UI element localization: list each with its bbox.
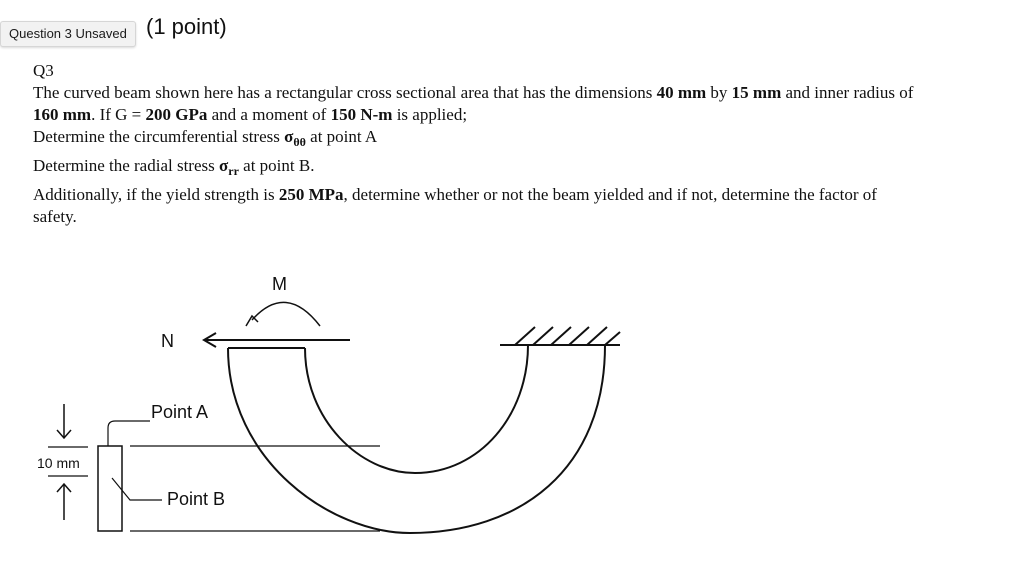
yield-value: 250 MPa xyxy=(278,185,344,204)
beam-inner-edge xyxy=(305,345,528,473)
fixed-support-hatch xyxy=(515,327,620,345)
circumferential-stress-line: Determine the circumferential stress $\sigma_{\theta\theta}$ at point A xyxy=(33,127,378,149)
moment-value: 150 N-m xyxy=(330,105,393,124)
point-b-leader xyxy=(112,478,162,500)
radial-stress-line: Determine the radial stress $\sigma_{rr}$ at point B. xyxy=(33,156,315,178)
moment-arrowhead xyxy=(246,316,258,326)
question-intro: The curved beam shown here has a rectangular cross sectional area that has the dimensions 40 mm by 15 mm and inner radius of 160 mm. If G = 200 GPa and a moment of 150 N-m is applied; xyxy=(33,83,914,124)
point-a-label: Point A xyxy=(151,402,209,422)
point-b-label: Point B xyxy=(167,489,226,509)
g-value: 200 GPa xyxy=(145,105,208,124)
dimension-b: 15 mm xyxy=(731,83,782,102)
curved-beam-figure xyxy=(0,250,1024,573)
beam-outer-edge xyxy=(228,345,605,533)
dimension-a: 40 mm xyxy=(656,83,707,102)
moment-arc xyxy=(252,302,320,326)
inner-radius: 160 mm xyxy=(33,105,92,124)
n-label: N xyxy=(161,331,174,351)
point-a-leader xyxy=(108,421,150,446)
question-id: Q3 xyxy=(33,61,54,80)
moment-label: M xyxy=(272,274,287,294)
question-points: (1 point) xyxy=(146,14,227,39)
cross-section-rect xyxy=(98,446,122,531)
dimension-label: 10 mm xyxy=(37,455,80,471)
question-text xyxy=(33,60,923,228)
unsaved-status-badge: Question 3 Unsaved xyxy=(0,21,136,47)
yield-line: Additionally, if the yield strength is 250 MPa, determine whether or not the beam yielded and if not, determine the factor of safety. xyxy=(33,185,877,226)
